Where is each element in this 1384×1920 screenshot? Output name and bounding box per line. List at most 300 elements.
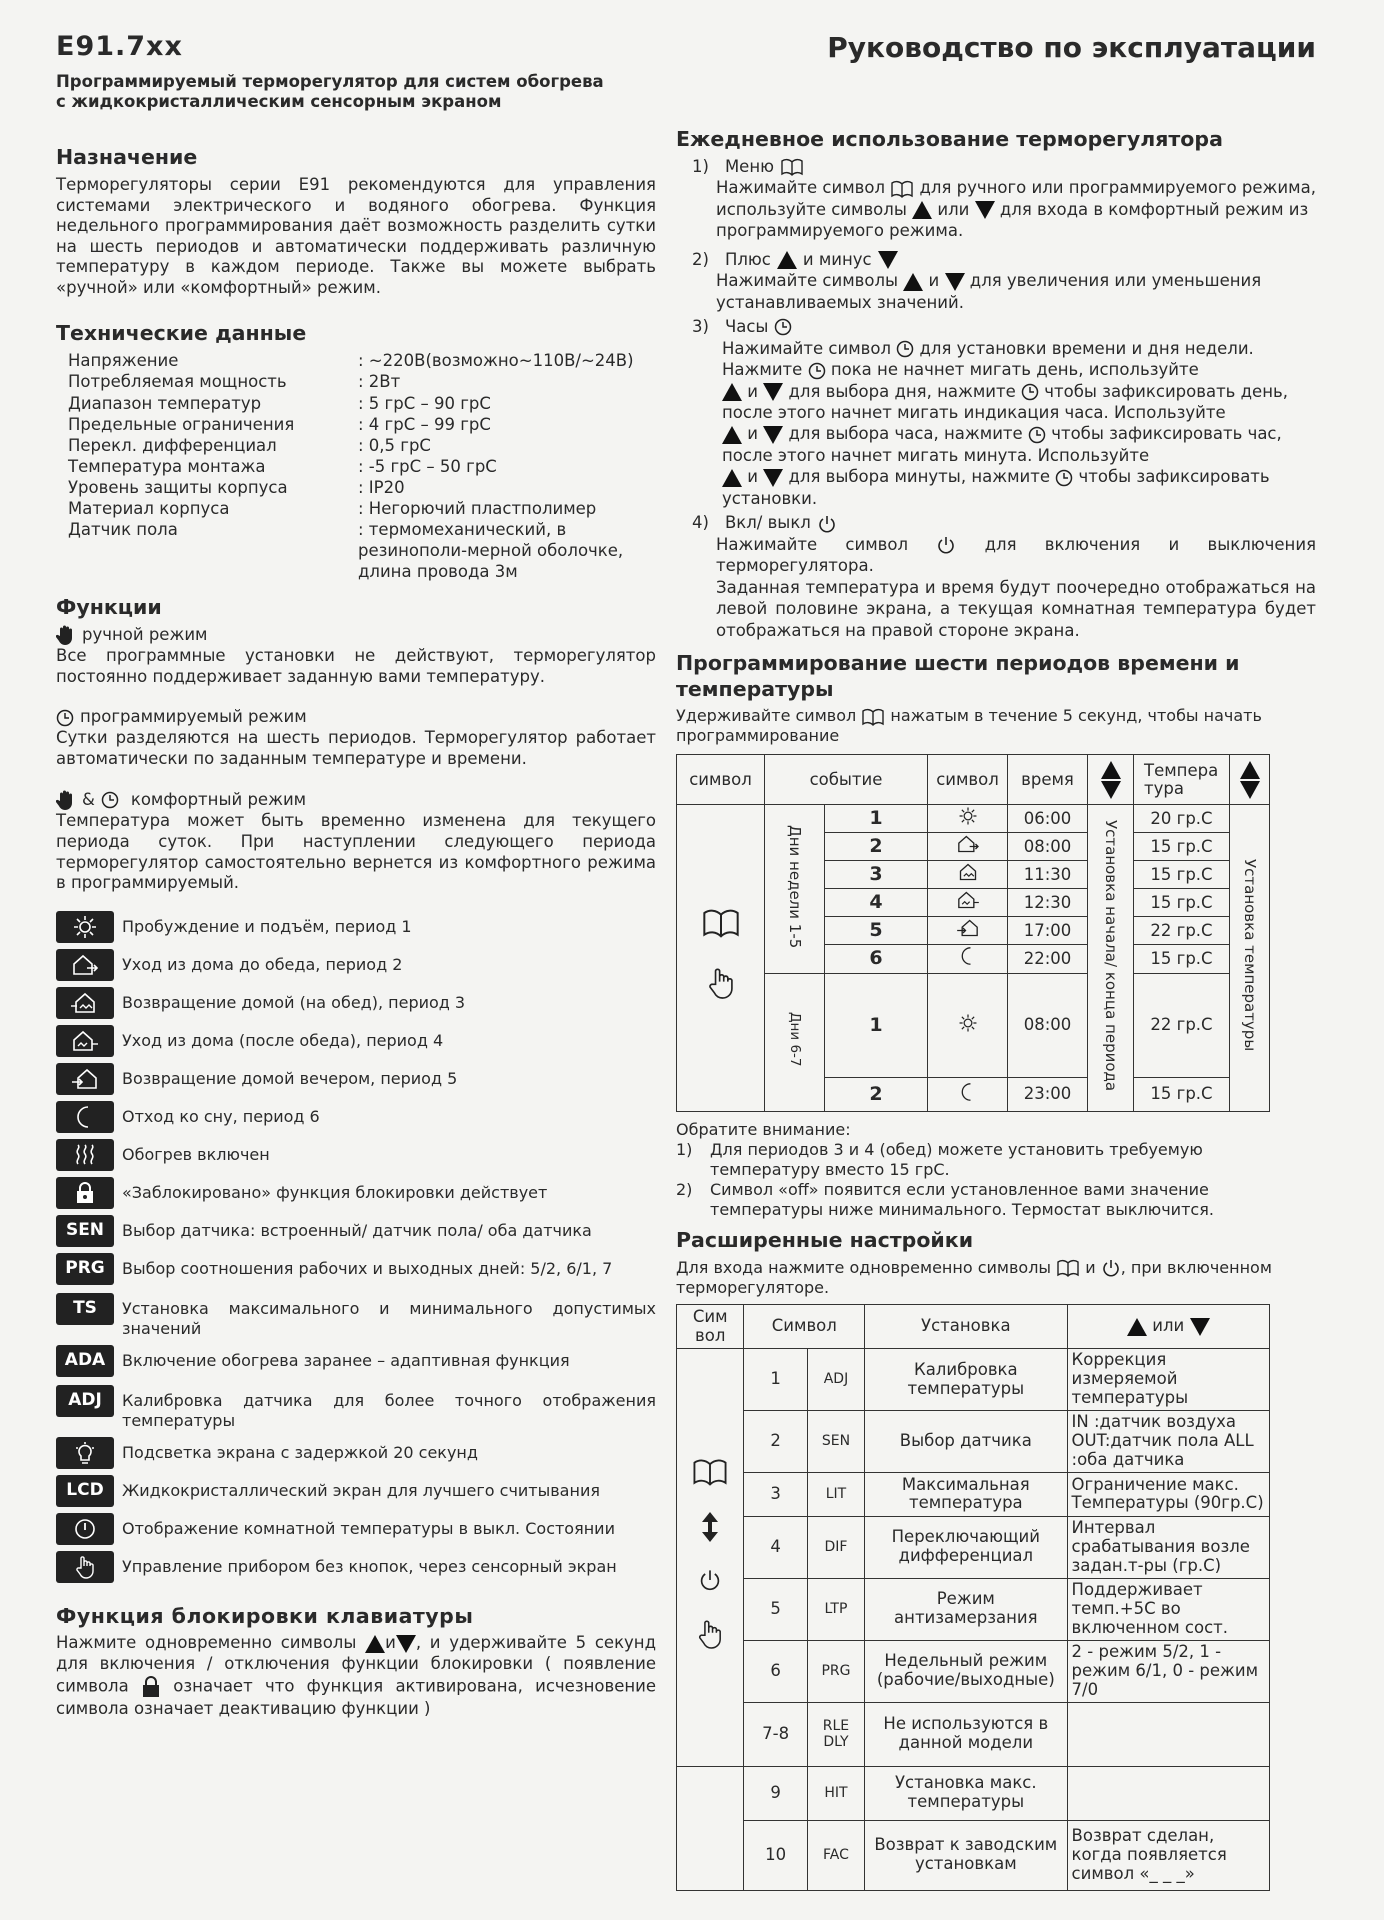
- step-text: чтобы зафиксировать установки.: [722, 467, 1270, 508]
- adv-desc: Ограничение макс. Температуры (90гр.С): [1067, 1472, 1269, 1516]
- legend-item: [56, 1174, 656, 1212]
- adv-symbols-empty: [677, 1766, 744, 1890]
- step-label: и минус: [802, 249, 872, 269]
- spec-key: Диапазон температур: [68, 393, 262, 413]
- adv-code: LTP: [807, 1578, 864, 1640]
- step-text: для выбора часа, нажмите: [788, 424, 1023, 444]
- legend-text: Пробуждение и подъём, период 1: [122, 916, 412, 936]
- step-text: и: [747, 424, 758, 444]
- sun-icon: [56, 911, 114, 943]
- adv-num: 3: [744, 1472, 807, 1516]
- step-menu-text: [716, 177, 1316, 241]
- step-text: Нажимайте символ: [716, 534, 909, 554]
- right-column: [676, 30, 1316, 1891]
- period-time: 11:30: [1008, 861, 1088, 889]
- lock-text-part: , и удерживайте 5 секунд для включения / отключения функции блокировки ( появление символа: [56, 1633, 657, 1696]
- step-label: Часы: [724, 317, 769, 337]
- triangle-down-icon: [396, 1635, 416, 1653]
- spec-key: Датчик пола: [68, 520, 178, 540]
- or-label: или: [1152, 1316, 1185, 1336]
- tech-specs: [68, 350, 656, 582]
- manual-mode-head: [56, 624, 656, 646]
- triangle-up-icon: [1240, 761, 1260, 779]
- period-num: 2: [825, 1077, 928, 1111]
- heat-waves-icon: [56, 1139, 114, 1171]
- period-num: 4: [825, 889, 928, 917]
- adv-hint: [676, 1258, 1316, 1299]
- period-temp: 15 гр.С: [1134, 1077, 1230, 1111]
- triangle-down-icon: [1190, 1318, 1210, 1336]
- step-menu: [692, 157, 1316, 178]
- power-icon: [817, 514, 837, 534]
- period-icon: [928, 889, 1008, 917]
- period-temp: 15 гр.С: [1134, 833, 1230, 861]
- triangle-up-icon: [777, 251, 797, 269]
- legend-item: [56, 1472, 656, 1510]
- book-icon: [1056, 1259, 1080, 1277]
- note-text: Для периодов 3 и 4 (обед) можете установить требуемую температуру вместо 15 грС.: [710, 1139, 1203, 1179]
- manual-mode-label: ручной режим: [82, 624, 208, 644]
- adv-desc: 2 - режим 5/2, 1 - режим 6/1, 0 - режим 7/0: [1067, 1640, 1269, 1702]
- hand-icon: [56, 624, 76, 646]
- book-icon: [780, 158, 804, 176]
- adv-desc: Поддерживает темп.+5С во включенном сост.: [1067, 1578, 1269, 1640]
- spec-value: : 2Вт: [358, 372, 401, 392]
- step-text: для увеличения или уменьшения устанавливаемых значений.: [716, 271, 1262, 312]
- adv-code: SEN: [807, 1410, 864, 1472]
- triangle-down-icon: [763, 469, 783, 487]
- step-text: Нажмите: [722, 360, 803, 380]
- step-num: 3): [692, 317, 709, 337]
- spec-key: Перекл. дифференциал: [68, 435, 277, 455]
- house-lunch-in-icon: [955, 862, 981, 882]
- clock-icon: [896, 340, 914, 358]
- step-text: для ручного или программируемого режима, используйте символы: [716, 178, 1316, 219]
- col-header: Установка: [865, 1305, 1067, 1349]
- manual-title: Руководство по эксплуатации: [827, 31, 1316, 64]
- adv-num: 7-8: [744, 1702, 807, 1766]
- house-lunch-in-icon: [56, 987, 114, 1019]
- comfort-mode-label: комфортный режим: [130, 789, 307, 809]
- period-icon: [928, 973, 1008, 1077]
- lock-icon: [141, 1675, 161, 1699]
- left-column: [56, 30, 656, 1721]
- legend-item: [56, 1022, 656, 1060]
- period-icon: [928, 1077, 1008, 1111]
- legend-item: [56, 1510, 656, 1548]
- legend-text: Включение обогрева заранее – адаптивная функция: [122, 1350, 570, 1370]
- period-icon: [928, 805, 1008, 833]
- house-lunch-out-icon: [955, 890, 981, 910]
- subtitle-line-1: Программируемый терморегулятор для систем обогрева: [56, 71, 604, 91]
- house-out-icon: [56, 949, 114, 981]
- book-icon: [699, 908, 743, 938]
- step-power: [692, 513, 1316, 534]
- adv-setting: Недельный режим (рабочие/выходные): [865, 1640, 1067, 1702]
- step-plus-minus: [692, 250, 1316, 271]
- period-icon: [928, 945, 1008, 974]
- adv-desc: Возврат сделан, когда появляется символ «_ _ _»: [1067, 1820, 1269, 1890]
- clock-icon: [101, 791, 119, 809]
- legend-item: [56, 984, 656, 1022]
- triangle-up-icon: [903, 273, 923, 291]
- col-header: Темпера тура: [1134, 755, 1230, 805]
- legend-item: [56, 1212, 656, 1250]
- book-icon: [890, 180, 914, 198]
- period-icon: [928, 861, 1008, 889]
- spec-value: : -5 грС – 50 грС: [358, 456, 497, 476]
- adv-setting: Возврат к заводским установкам: [865, 1820, 1067, 1890]
- lock-text-part: Нажмите одновременно символы: [56, 1633, 357, 1653]
- spec-key: Уровень защиты корпуса: [68, 478, 288, 497]
- hint-text: нажатым в течение 5 секунд, чтобы начать программирование: [676, 706, 1262, 746]
- adv-setting: Установка макс. температуры: [865, 1766, 1067, 1820]
- legend-item: [56, 1291, 656, 1339]
- power-icon: [698, 1568, 722, 1592]
- adv-setting: Выбор датчика: [865, 1410, 1067, 1472]
- spec-value: : Негорючий пластполимер: [358, 499, 597, 519]
- triangle-up-icon: [722, 426, 742, 444]
- adv-num: 4: [744, 1516, 807, 1578]
- col-header: событие: [765, 755, 928, 805]
- ts-badge: TS: [56, 1293, 114, 1325]
- spec-key: Температура монтажа: [68, 456, 266, 476]
- period-num: 2: [825, 833, 928, 861]
- step-plus-minus-text: [716, 270, 1316, 313]
- weekdays-cell: [765, 805, 825, 974]
- comfort-mode-text: Температура может быть временно изменена для текущего периода суток. При наступлении следующего периода терморегулятор самостоятельно вернется из комфортного режима в программируемый.: [56, 811, 656, 893]
- manual-mode-text: Все программные установки не действуют, терморегулятор постоянно поддерживает заданную вами температуру.: [56, 646, 656, 686]
- period-temp: 15 гр.С: [1134, 945, 1230, 974]
- hand-icon: [706, 964, 736, 1002]
- adv-setting: Не используются в данной модели: [865, 1702, 1067, 1766]
- weekend-label: Дни 6-7: [786, 1012, 803, 1067]
- clock-icon: [1028, 426, 1046, 444]
- comfort-ampersand: &: [82, 789, 95, 809]
- period-time: 23:00: [1008, 1077, 1088, 1111]
- step-clock: [692, 317, 1316, 338]
- step-text: или: [937, 199, 970, 219]
- touch-hand-icon: [56, 1551, 114, 1583]
- weekend-cell: [765, 973, 825, 1111]
- triangle-down-icon: [975, 201, 995, 219]
- step-text: для включения и выключения терморегулятора.: [716, 534, 1316, 576]
- legend-text: Возвращение домой (на обед), период 3: [122, 992, 466, 1012]
- legend-item: [56, 1250, 656, 1288]
- legend-text: Подсветка экрана с задержкой 20 секунд: [122, 1442, 478, 1462]
- lock-text-part: и: [385, 1633, 396, 1653]
- comfort-mode-head: [56, 789, 656, 811]
- period-num: 5: [825, 917, 928, 945]
- legend-item: [56, 1383, 656, 1431]
- period-temp: 22 гр.С: [1134, 917, 1230, 945]
- book-icon: [861, 708, 885, 726]
- legend-text: Выбор соотношения рабочих и выходных дней: 5/2, 6/1, 7: [122, 1258, 613, 1278]
- adv-code: FAC: [807, 1820, 864, 1890]
- adv-num: 5: [744, 1578, 807, 1640]
- adv-num: 6: [744, 1640, 807, 1702]
- adv-desc: [1067, 1766, 1269, 1820]
- legend-text: «Заблокировано» функция блокировки действует: [122, 1182, 548, 1202]
- adv-code: PRG: [807, 1640, 864, 1702]
- legend-item: [56, 1060, 656, 1098]
- step-label: Плюс: [724, 249, 771, 269]
- period-time: 12:30: [1008, 889, 1088, 917]
- step-text: и: [747, 467, 758, 487]
- period-time: 22:00: [1008, 945, 1088, 974]
- step-text: чтобы зафиксировать день, после этого начнет мигать индикация часа. Используйте: [722, 381, 1288, 422]
- col-header: Сим вол: [677, 1305, 744, 1349]
- hint-text: Для входа нажмите одновременно символы: [676, 1257, 1052, 1277]
- step-text: Заданная температура и время будут поочередно отображаться на левой половине экрана, а текущая комнатная температура будет отображаться на правой стороне экрана.: [716, 577, 1316, 640]
- triangle-up-icon: [912, 201, 932, 219]
- power-icon: [1101, 1258, 1121, 1278]
- adv-symbols: [677, 1349, 744, 1767]
- adv-setting: Калибровка температуры: [865, 1349, 1067, 1411]
- lcd-badge: LCD: [56, 1475, 114, 1507]
- col-header: символ: [928, 755, 1008, 805]
- legend-item: [56, 1342, 656, 1380]
- clock-icon: [1021, 383, 1039, 401]
- tech-title: Технические данные: [56, 320, 307, 345]
- triangle-up-icon: [365, 1635, 385, 1653]
- triangle-up-icon: [1101, 761, 1121, 779]
- moon-icon: [959, 1081, 977, 1103]
- adv-code: LIT: [807, 1472, 864, 1516]
- weekdays-label: Дни недели 1-5: [785, 824, 804, 948]
- program-mode-label: программируемый режим: [80, 707, 307, 727]
- period-temp: 15 гр.С: [1134, 889, 1230, 917]
- legend-item: [56, 1136, 656, 1174]
- product-subtitle: [56, 72, 656, 112]
- prg-badge: PRG: [56, 1253, 114, 1285]
- legend-text: Калибровка датчика для более точного отображения температуры: [122, 1390, 656, 1430]
- step-text: для входа в комфортный режим из программируемого режима.: [716, 199, 1309, 241]
- legend-item: [56, 1548, 656, 1586]
- spec-value: : 0,5 грС: [358, 435, 431, 455]
- note-num: 1): [676, 1139, 693, 1159]
- schedule-table: [676, 754, 1270, 1112]
- power-dim-icon: [56, 1513, 114, 1545]
- house-in-icon: [56, 1063, 114, 1095]
- book-icon: [690, 1458, 730, 1486]
- step-text: для выбора минуты, нажмите: [788, 467, 1051, 487]
- program-mode-text: Сутки разделяются на шесть периодов. Терморегулятор работает автоматически по заданным температуре и времени.: [56, 728, 656, 768]
- step-text: чтобы зафиксировать час, после этого начнет мигать минута. Используйте: [722, 424, 1282, 465]
- step-text: Нажимайте символ: [716, 178, 886, 198]
- adv-code: HIT: [807, 1766, 864, 1820]
- spec-value: : термомеханический, в резинополи-мерной оболочке, длина провода 3м: [358, 520, 624, 582]
- adv-code: RLE DLY: [807, 1702, 864, 1766]
- spec-value: : ~220В(возможно~110В/~24В): [358, 351, 634, 371]
- legend-text: Возвращение домой вечером, период 5: [122, 1068, 458, 1088]
- adv-desc: [1067, 1702, 1269, 1766]
- triangle-down-icon: [1240, 781, 1260, 799]
- step-label: Вкл/ выкл: [724, 513, 811, 533]
- legend-item: [56, 1098, 656, 1136]
- period-time: 17:00: [1008, 917, 1088, 945]
- note-item: [676, 1180, 1316, 1220]
- step-num: 4): [692, 513, 709, 533]
- triangle-down-icon: [1101, 781, 1121, 799]
- subtitle-line-2: с жидкокристаллическим сенсорным экраном: [56, 91, 502, 111]
- prog-hint: [676, 706, 1316, 746]
- triangle-down-icon: [763, 426, 783, 444]
- spec-value: : 4 грС – 99 грС: [358, 414, 491, 434]
- model-number: E91.7xx: [56, 31, 183, 62]
- legend-text: Управление прибором без кнопок, через сенсорный экран: [122, 1556, 617, 1576]
- side-label: Установка начала/ конца периода: [1101, 819, 1120, 1091]
- note-title: Обратите внимание:: [676, 1119, 851, 1139]
- moon-icon: [959, 945, 977, 967]
- adv-num: 9: [744, 1766, 807, 1820]
- adv-desc: IN :датчик воздуха OUT:датчик пола ALL :оба датчика: [1067, 1410, 1269, 1472]
- ada-badge: ADA: [56, 1345, 114, 1377]
- spec-value: : 5 грС – 90 грС: [358, 393, 491, 413]
- legend-text: Жидкокристаллический экран для лучшего считывания: [122, 1480, 600, 1500]
- side-label: Установка температуры: [1240, 859, 1259, 1052]
- period-num: 3: [825, 861, 928, 889]
- mode-symbols: [677, 805, 765, 1112]
- triangle-down-icon: [763, 383, 783, 401]
- hint-text: Удерживайте символ: [676, 706, 857, 726]
- adj-badge: ADJ: [56, 1385, 114, 1417]
- period-icon: [928, 833, 1008, 861]
- power-icon: [936, 535, 956, 555]
- adv-num: 10: [744, 1820, 807, 1890]
- lock-text-part: означает что функция активирована, исчезновение символа означает деактивацию функции ): [56, 1676, 657, 1718]
- adv-setting: Режим антизамерзания: [865, 1578, 1067, 1640]
- legend-item: [56, 946, 656, 984]
- step-text: Нажимайте символы: [716, 271, 899, 291]
- sen-badge: SEN: [56, 1215, 114, 1247]
- clock-icon: [56, 709, 74, 727]
- purpose-title: Назначение: [56, 145, 198, 170]
- legend-text: Выбор датчика: встроенный/ датчик пола/ оба датчика: [122, 1220, 592, 1240]
- period-num: 1: [825, 805, 928, 833]
- time-adjust-cell: [1088, 805, 1134, 1112]
- period-time: 08:00: [1008, 973, 1088, 1077]
- step-label: Меню: [724, 156, 775, 176]
- col-header-arrows: [1088, 755, 1134, 805]
- step-num: 2): [692, 249, 709, 269]
- step-text: и: [747, 381, 758, 401]
- spec-key: Предельные ограничения: [68, 414, 295, 434]
- triangle-up-icon: [722, 383, 742, 401]
- clock-icon: [808, 362, 826, 380]
- lock-icon: [56, 1177, 114, 1209]
- house-in-icon: [955, 918, 981, 938]
- advanced-table: [676, 1304, 1270, 1891]
- adv-desc: Коррекция измеряемой температуры: [1067, 1349, 1269, 1411]
- legend-text: Уход из дома (после обеда), период 4: [122, 1030, 444, 1050]
- purpose-text: Терморегуляторы серии E91 рекомендуются для управления системами электрического и водяного обогрева. Функция недельного программирования даёт возможность разделить сутки на шесть периодов и автоматически поддерживать различную температуру в каждом периоде. Также вы можете выбрать «ручной» или «комфортный» режим.: [56, 174, 656, 298]
- lock-title: Функция блокировки клавиатуры: [56, 1603, 474, 1628]
- step-num: 1): [692, 156, 709, 176]
- legend-item: [56, 908, 656, 946]
- icon-legend: [56, 908, 656, 1586]
- col-header: Символ: [744, 1305, 865, 1349]
- backlight-icon: [56, 1437, 114, 1469]
- period-time: 06:00: [1008, 805, 1088, 833]
- period-time: 08:00: [1008, 833, 1088, 861]
- triangle-down-icon: [878, 251, 898, 269]
- hint-text: , при включенном терморегуляторе.: [676, 1257, 1272, 1298]
- adv-num: 2: [744, 1410, 807, 1472]
- period-temp: 15 гр.С: [1134, 861, 1230, 889]
- note-text: Символ «off» появится если установленное вами значение температуры ниже минимального. Термостат выключится.: [710, 1179, 1214, 1219]
- notes: [676, 1120, 1316, 1220]
- clock-icon: [1055, 469, 1073, 487]
- legend-item: [56, 1434, 656, 1472]
- period-num: 6: [825, 945, 928, 974]
- prog-title: Программирование шести периодов времени и температуры: [676, 651, 1240, 701]
- step-text: Нажимайте символ: [722, 338, 892, 358]
- adv-code: ADJ: [807, 1349, 864, 1411]
- adv-setting: Максимальная температура: [865, 1472, 1067, 1516]
- triangle-up-icon: [1127, 1318, 1147, 1336]
- col-header: символ: [677, 755, 765, 805]
- clock-icon: [774, 318, 792, 336]
- spec-key: Напряжение: [68, 351, 179, 371]
- step-text: пока не начнет мигать день, используйте: [830, 360, 1199, 380]
- col-header: время: [1008, 755, 1088, 805]
- period-icon: [928, 917, 1008, 945]
- functions-title: Функции: [56, 594, 162, 619]
- adv-title: Расширенные настройки: [676, 1227, 974, 1252]
- daily-title: Ежедневное использование терморегулятора: [676, 127, 1223, 151]
- triangle-down-icon: [945, 273, 965, 291]
- moon-icon: [56, 1101, 114, 1133]
- spec-key: Материал корпуса: [68, 499, 230, 519]
- step-text: для установки времени и дня недели.: [919, 338, 1254, 358]
- col-header-arrows: [1230, 755, 1270, 805]
- hand-icon: [56, 789, 76, 811]
- house-lunch-out-icon: [56, 1025, 114, 1057]
- legend-text: Обогрев включен: [122, 1144, 270, 1164]
- spec-value: : IP20: [358, 478, 405, 497]
- hint-text: и: [1085, 1257, 1096, 1277]
- spec-key: Потребляемая мощность: [68, 372, 287, 392]
- program-mode-head: [56, 707, 656, 728]
- triangle-up-icon: [722, 469, 742, 487]
- adv-num: 1: [744, 1349, 807, 1411]
- period-temp: 20 гр.С: [1134, 805, 1230, 833]
- up-down-arrow-icon: [700, 1510, 720, 1544]
- sun-icon: [958, 1013, 978, 1033]
- adv-code: DIF: [807, 1516, 864, 1578]
- legend-text: Уход из дома до обеда, период 2: [122, 954, 403, 974]
- adv-desc: Интервал срабатывания возле задан.т-ры (гр.С): [1067, 1516, 1269, 1578]
- sun-icon: [958, 806, 978, 826]
- temp-adjust-cell: [1230, 805, 1270, 1112]
- period-num: 1: [825, 973, 928, 1077]
- note-item: [676, 1140, 1316, 1180]
- house-out-icon: [955, 834, 981, 854]
- legend-text: Отход ко сну, период 6: [122, 1106, 320, 1126]
- step-clock-text: [722, 338, 1316, 510]
- step-power-text: [716, 534, 1316, 641]
- adv-setting: Переключающий дифференциал: [865, 1516, 1067, 1578]
- legend-text: Отображение комнатной температуры в выкл. Состоянии: [122, 1518, 615, 1538]
- step-text: и: [928, 271, 940, 291]
- step-text: для выбора дня, нажмите: [788, 381, 1016, 401]
- period-temp: 22 гр.С: [1134, 973, 1230, 1077]
- col-header-arrows: [1067, 1305, 1269, 1349]
- hand-icon: [696, 1616, 724, 1652]
- lock-text: [56, 1633, 656, 1719]
- legend-text: Установка максимального и минимального допустимых значений: [122, 1298, 656, 1338]
